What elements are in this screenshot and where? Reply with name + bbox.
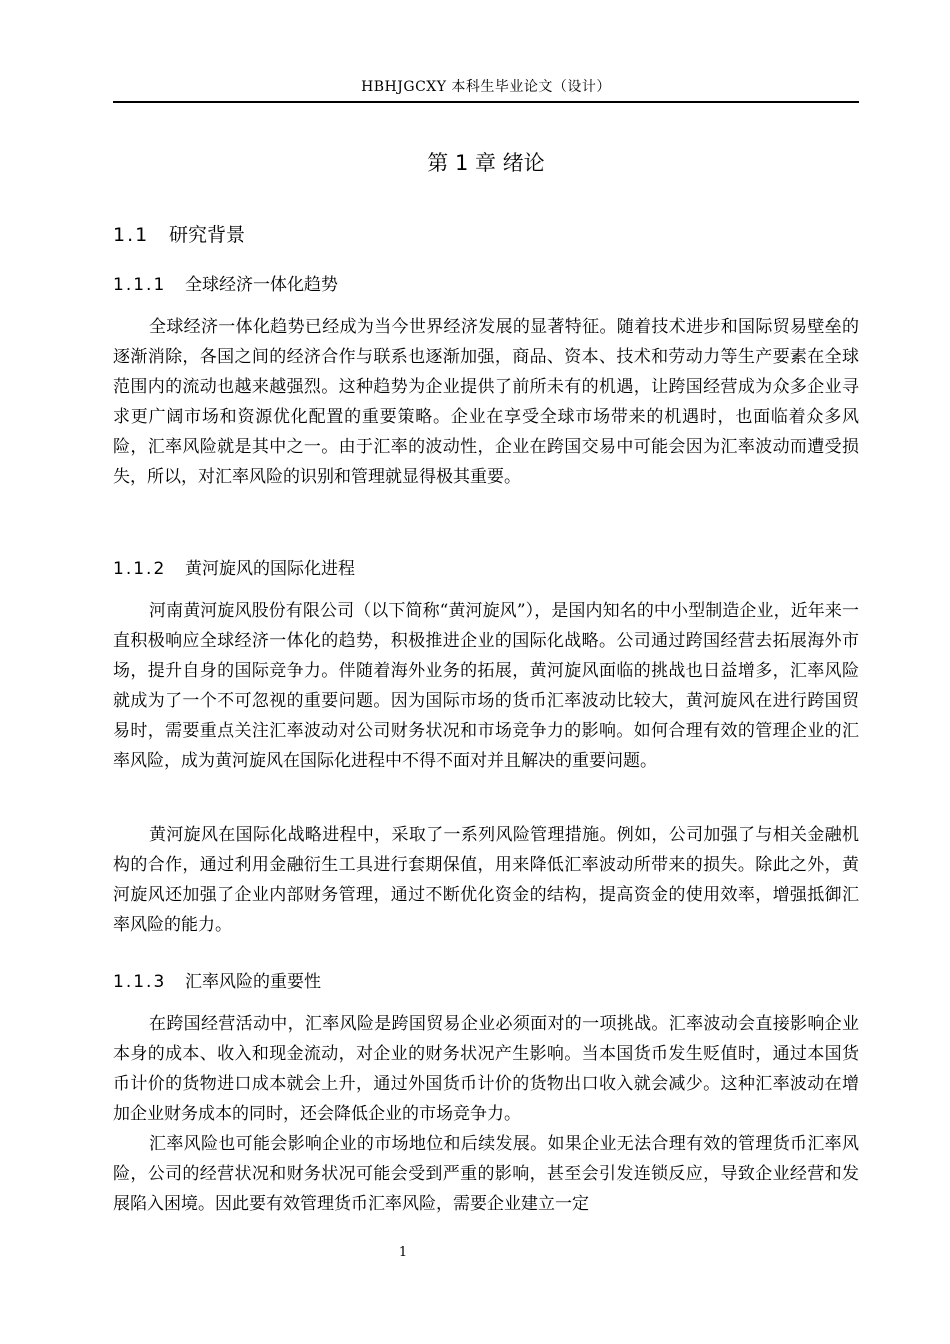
paragraph: 在跨国经营活动中，汇率风险是跨国贸易企业必须面对的一项挑战。汇率波动会直接影响企业本身的成本、收入和现金流动，对企业的财务状况产生影响。当本国货币发生贬值时，通过本国货币计价的货物进口成本就会上升，通过外国货币计价的货物出口收入就会减少。这种汇率波动在增加企业财务成本的同时，还会降低企业的市场竞争力。 bbox=[113, 1014, 859, 1124]
subsection-heading-1-1-1 bbox=[113, 273, 338, 297]
subsection-number: 1.1.3 bbox=[113, 972, 167, 992]
section-heading-1-1 bbox=[113, 222, 245, 248]
paragraph: 汇率风险也可能会影响企业的市场地位和后续发展。如果企业无法合理有效的管理货币汇率风险，公司的经营状况和财务状况可能会受到严重的影响，甚至会引发连锁反应，导致企业经营和发展陷入困境。因此要有效管理货币汇率风险，需要企业建立一定 bbox=[113, 1134, 859, 1214]
paragraph: 黄河旋风在国际化战略进程中，采取了一系列风险管理措施。例如，公司加强了与相关金融机构的合作，通过利用金融衍生工具进行套期保值，用来降低汇率波动所带来的损失。除此之外，黄河旋风还加强了企业内部财务管理，通过不断优化资金的结构，提高资金的使用效率，增强抵御汇率风险的能力。 bbox=[113, 825, 859, 935]
section-title: 研究背景 bbox=[169, 224, 246, 246]
page-number: 1 bbox=[398, 1245, 408, 1260]
subsection-number: 1.1.1 bbox=[113, 275, 167, 295]
subsection-heading-1-1-2 bbox=[113, 557, 355, 581]
section-number: 1.1 bbox=[113, 224, 150, 246]
header-rule bbox=[113, 101, 859, 103]
subsection-title: 全球经济一体化趋势 bbox=[185, 275, 338, 295]
running-header: HBHJGCXY 本科生毕业论文（设计） bbox=[361, 79, 611, 95]
paragraph: 全球经济一体化趋势已经成为当今世界经济发展的显著特征。随着技术进步和国际贸易壁垒的逐渐消除，各国之间的经济合作与联系也逐渐加强，商品、资本、技术和劳动力等生产要素在全球范围内的流动也越来越强烈。这种趋势为企业提供了前所未有的机遇，让跨国经营成为众多企业寻求更广阔市场和资源优化配置的重要策略。企业在享受全球市场带来的机遇时，也面临着众多风险，汇率风险就是其中之一。由于汇率的波动性，企业在跨国交易中可能会因为汇率波动而遭受损失，所以，对汇率风险的识别和管理就显得极其重要。 bbox=[113, 317, 859, 487]
subsection-heading-1-1-3 bbox=[113, 970, 321, 994]
chapter-title: 第 1 章 绪论 bbox=[427, 151, 545, 175]
subsection-number: 1.1.2 bbox=[113, 559, 167, 579]
subsection-title: 黄河旋风的国际化进程 bbox=[185, 559, 355, 579]
paragraph: 河南黄河旋风股份有限公司（以下简称“黄河旋风”），是国内知名的中小型制造企业，近年来一直积极响应全球经济一体化的趋势，积极推进企业的国际化战略。公司通过跨国经营去拓展海外市场，提升自身的国际竞争力。伴随着海外业务的拓展，黄河旋风面临的挑战也日益增多，汇率风险就成为了一个不可忽视的重要问题。因为国际市场的货币汇率波动比较大，黄河旋风在进行跨国贸易时，需要重点关注汇率波动对公司财务状况和市场竞争力的影响。如何合理有效的管理企业的汇率风险，成为黄河旋风在国际化进程中不得不面对并且解决的重要问题。 bbox=[113, 601, 859, 771]
subsection-title: 汇率风险的重要性 bbox=[185, 972, 321, 992]
